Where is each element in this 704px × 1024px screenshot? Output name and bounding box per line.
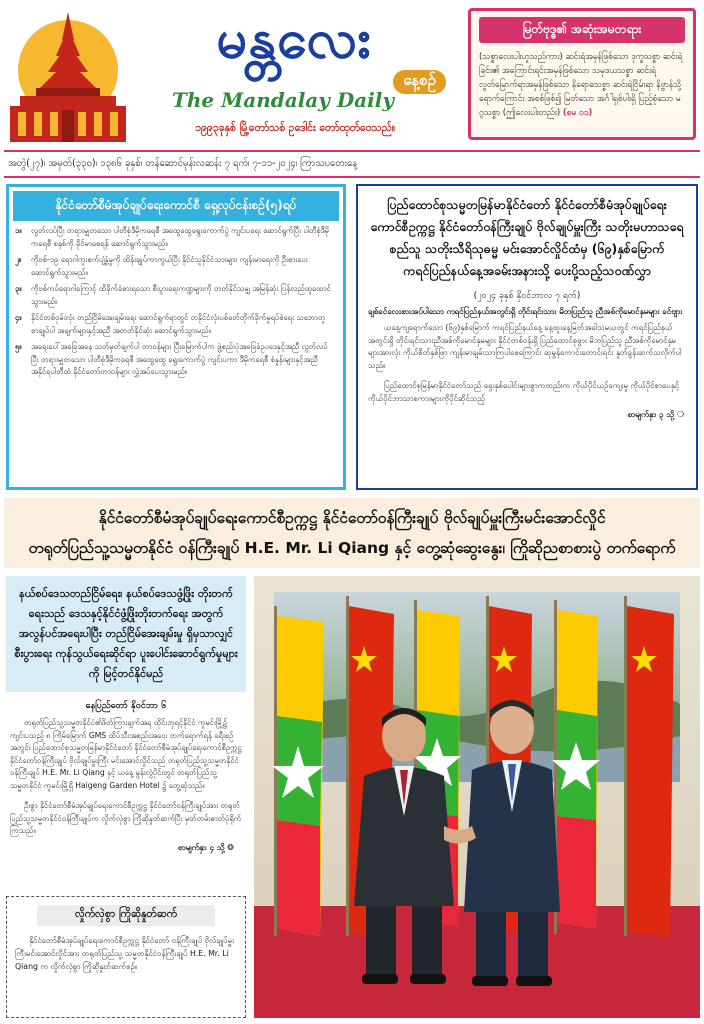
lead-story-subheadline: နယ်စပ်ဒေသတည်ငြိမ်ရေး၊ နယ်စပ်ဒေသဖွံ့ဖြိုး တိုးတက်ရေးသည် ဒေသနှင့်နိုင်ငံဖွံ့ဖြိုးတိုးတက်ရေး အတွက် အလွန်ပင်အရေးပါပြီး တည်ငြိမ်အေးချမ်းမှု ရှိမှသာလျှင် စီးပွားရေး ကုန်သွယ်ရေးဆိုင်ရာ ပူးပေါင်းဆောင်ရွက်မှုများကို မြင့်တင်နိုင်မည် — [6, 576, 246, 692]
programme-item — [15, 312, 335, 337]
message-date: (၂၀၂၄ ခုနှစ် နိုဝင်ဘာလ ၇ ရက်) — [473, 291, 581, 301]
edition-badge: နေ့စဉ် — [393, 70, 446, 94]
message-paragraph: ယနေ့ကျရောက်သော (၆၉)နှစ်မြောက် ကရင်ပြည်နယ်နေ့ နေ့ထူးနေ့မြတ်အခါသမယတွင် ကရင်ပြည်နယ်အတွင်းရှိ တိုင်းရင်းသားညီအစ်ကိုမောင်နှမများ နိုင်ငံတစ်ဝန်းရှိ ပြည်ထောင်စုဖွား မိဘပြည်သူ ညီအစ်ကိုမောင်နှမများအားလုံး ကိုယ်စိတ်နှစ်ဖြာ ကျန်းမာချမ်းသာကြပါစေကြောင်း ဆုမွန်ကောင်းတောင်းရင်း နှုတ်ခွန်းဆက်သလိုက်ပါသည်။ — [368, 323, 682, 370]
myanmar-flag — [552, 600, 600, 934]
continued-on-page-link[interactable]: စာမျက်နှာ ၄ သို့ ❂ — [177, 842, 234, 852]
programme-item — [15, 225, 335, 250]
lead-headline-line: တရုတ်ပြည်သူ့သမ္မတနိုင်ငံ ဝန်ကြီးချုပ် H.E. Mr. Li Qiang နှင့် တွေ့ဆုံဆွေးနွေး၊ ကြိုဆိုညစာစားပွဲ တက်ရောက် — [28, 539, 676, 557]
lead-headline-banner — [4, 498, 700, 568]
programme-number: ၅။ — [15, 342, 22, 351]
newspaper-tagline: ၁၉၉၃ခုနှစ် မြို့တော်သစ် ဥဒေါင်း တော်ထုတ်ဝေသည်။ — [194, 122, 396, 134]
newspaper-title-block — [136, 4, 452, 144]
continued-on-page-link[interactable]: စာမျက်နှာ ၃ သို့ ❍ — [627, 410, 684, 419]
programme-item — [15, 283, 335, 308]
myanmar-flag — [272, 606, 324, 936]
programme-text: ကိုဗစ်-၁၉ ရောဂါကူးစက်ပျံ့နှံ့မှုကို ထိန်းချုပ်ကာကွယ်ပြီး နိုင်ငံသူနိုင်ငံသားများ ကျန်းမာရေးကို ဦးစားပေး ဆောင်ရွက်သွားမည်။ — [31, 255, 308, 277]
message-article — [356, 184, 698, 490]
issue-dateline: အတွဲ(၂၇)၊ အမှတ်(၃၃၀)၊ ၁၃၈၆ ခုနှစ်၊ တန်ဆောင်မုန်းလဆန်း ၇ ရက်၊ ၇-၁၁-၂၀၂၄၊ ကြာသပတေးနေ့ — [4, 150, 700, 178]
lead-photo — [254, 576, 700, 1018]
programme-text: ကိုဗစ်ကပ်ရောဂါကြောင့် ထိခိုက်ခံစားရသော စီးပွားရေးကဏ္ဍများကို တတ်နိုင်သမျှ အမြန်ဆုံး ပြန်လည်ထူထောင်သွားမည်။ — [31, 284, 331, 306]
handshake-photo — [254, 576, 700, 1018]
dhamma-quote-body: (သစ္စာလေးပါးဟူသည်ကား) ဆင်းရဲအမှန်ဖြစ်သော ဒုက္ခသစ္စာ ဆင်းရဲခြင်း၏ အကြောင်းရင်းအမှန်ဖြစ်သော သမုဒယသစ္စာ ဆင်းရဲ လွတ်မြောက်ရာအမှန်ဖြစ်သော နိရောဓသစ္စာ ဆင်းရဲငြိမ်းရာ နိဗ္ဗာန်သို့ရောက်ကြောင်း အစစ်ဖြစ်၍ မြတ်သော အင်္ဂါရှစ်ပါးရှိ ပြည့်စုံသော မဂ္ဂသစ္စာ (ဤလေးပါးတည်း) — [479, 51, 683, 117]
lead-story-paragraph: ဦးစွာ နိုင်ငံတော်စီမံအုပ်ချုပ်ရေးကောင်စီဥက္ကဋ္ဌ နိုင်ငံတော်ဝန်ကြီးချုပ်အား တရုတ်ပြည်သူ့သမ္မတနိုင်ငံဝန်ကြီးချုပ်က လှိုက်လှဲစွာ ကြိုဆိုနှုတ်ဆက်ပြီး မှတ်တမ်းဓာတ်ပုံရိုက်ကြသည်။ — [10, 801, 242, 835]
masthead — [0, 0, 704, 152]
lead-story-column — [6, 576, 246, 892]
lead-story-dateline: နေပြည်တော် နိုဝင်ဘာ ၆ — [85, 701, 167, 711]
message-headline: ပြည်ထောင်စုသမ္မတမြန်မာနိုင်ငံတော် နိုင်ငံတော်စီမံအုပ်ချုပ်ရေး ကောင်စီဥက္ကဋ္ဌ နိုင်ငံတော်ဝန်ကြီးချုပ် ဗိုလ်ချုပ်မှူးကြီး သတိုးမဟာသရေစည်သူ သတိုးသီရိသုဓမ္မ မင်းအောင်လှိုင်ထံမှ (၆၉)နှစ်မြောက် ကရင်ပြည်နယ်နေ့အခမ်းအနားသို့ ပေးပို့သည့်သဝဏ်လွှာ — [370, 197, 684, 278]
programme-number: ၃။ — [15, 284, 22, 293]
palace-logo — [6, 6, 130, 146]
programmes-box — [6, 184, 346, 490]
programme-text: လွတ်လပ်ပြီး တရားမျှတသော ပါတီစုံဒီမိုကရေစီ အထွေထွေရွေးကောက်ပွဲ ကျင်းပရေး ဆောင်ရွက်ပြီး ပါတီစုံဒီမိုကရေစီ စနစ်ကို ခိုင်မာစေရန် ဆောင်ရွက်သွားမည်။ — [31, 226, 329, 248]
dhamma-quote-text — [471, 47, 693, 121]
programmes-heading: နိုင်ငံတော်စီမံအုပ်ချုပ်ရေးကောင်စီ ရှေ့လုပ်ငန်းစဉ်(၅)ရပ် — [13, 191, 339, 221]
china-flag — [624, 596, 674, 938]
newspaper-title: မန္တလေး — [216, 7, 372, 70]
programme-number: ၁။ — [15, 226, 22, 235]
programmes-list — [9, 225, 343, 379]
lead-story-paragraph: တရုတ်ပြည်သူ့သမ္မတနိုင်ငံ၏ဖိတ်ကြားချက်အရ ထိုင်းဘုရင့်နိုင်ငံ ကူမင်းမြို့၌ ကျင်းပသည့် ၈ ကြိမ်မြောက် GMS ထိပ်သီးအစည်းအဝေး တက်ရောက်ရန် ခရီးစဉ်အတွင်း ပြည်ထောင်စုသမ္မတမြန်မာနိုင်ငံတော် နိုင်ငံတော်စီမံအုပ်ချုပ်ရေးကောင်စီဥက္ကဋ္ဌ နိုင်ငံတော်ဝန်ကြီးချုပ် ဗိုလ်ချုပ်မှူးကြီး မင်းအောင်လှိုင်သည် တရုတ်ပြည်သူ့သမ္မတနိုင်ငံ ဝန်ကြီးချုပ် H.E. Mr. Li Qiang နှင့် ယနေ့ မွန်းလွဲပိုင်းတွင် တရုတ်ပြည်သူ့သမ္မတနိုင်ငံ ကူမင်းမြို့ရှိ Haigeng Garden Hotel ၌ တွေ့ဆုံသည်။ — [10, 718, 242, 790]
message-paragraph: ပြည်ထောင်စုမြန်မာနိုင်ငံတော်သည် ရှေးနှစ်ပေါင်းများစွာကတည်းက ကိုယ်ပိုင်ယဉ်ကျေးမှု ကိုယ်ပိုင်စာပေနှင့် ကိုယ်ပိုင်ဘာသာစကားများကိုပိုင်ဆိုင်သည့် — [368, 381, 680, 403]
lead-headline-line: နိုင်ငံတော်စီမံအုပ်ချုပ်ရေးကောင်စီဥက္ကဋ္ဌ နိုင်ငံတော်ဝန်ကြီးချုပ် ဗိုလ်ချုပ်မှူးကြီးမင်းအောင်လှိုင် — [98, 509, 606, 527]
photo-caption-text: နိုင်ငံတော်စီမံအုပ်ချုပ်ရေးကောင်စီဥက္ကဋ္ဌ နိုင်ငံတော် ဝန်ကြီးချုပ် ဗိုလ်ချုပ်မှူးကြီးမင်းအောင်လှိုင်အား တရုတ်ပြည်သူ့ သမ္မတနိုင်ငံဝန်ကြီးချုပ် H.E. Mr. Li Qiang က လှိုက်လှဲစွာ ကြိုဆိုနှုတ်ဆက်စဉ်။ — [15, 936, 235, 971]
programme-item — [15, 254, 335, 279]
dhamma-quote-box — [468, 8, 696, 140]
programme-item — [15, 341, 335, 379]
programme-number: ၂။ — [15, 255, 22, 264]
dhamma-quote-heading: မြတ်ဗုဒ္ဓ၏ အဆုံးအမတရား — [479, 17, 685, 43]
newspaper-title-english: The Mandalay Daily — [172, 88, 394, 112]
photo-caption-box — [6, 896, 246, 1018]
lead-headline — [4, 498, 700, 563]
programme-text: နိုင်ငံတစ်ဝှမ်းလုံး တည်ငြိမ်အေးချမ်းရေး ဆောင်ရွက်ရာတွင် တနိုင်ငံလုံးပစ်ခတ်တိုက်ခိုက်မှုရပ်စဲရေး သဘောတူစာချုပ်ပါ အချက်များနှင့်အညီ အတတ်နိုင်ဆုံး ဆောင်ရွက်သွားမည်။ — [31, 313, 326, 335]
programme-number: ၄။ — [15, 313, 22, 322]
message-salutation: ချစ်ခင်လေးစားအပ်ပါသော ကရင်ပြည်နယ်အတွင်းရှိ တိုင်းရင်းသား မိဘပြည်သူ ညီအစ်ကိုမောင်နှမများ ခင်ဗျား — [368, 307, 683, 316]
palace-icon — [6, 6, 130, 146]
photo-caption-heading: လှိုက်လှဲစွာ ကြိုဆိုနှုတ်ဆက် — [37, 905, 215, 926]
programme-text: အရေးပေါ်အခြေအနေ သတ်မှတ်ချက်ပါ တာဝန်များ ပြီးမြောက်ပါက ဖွဲ့စည်းပုံအခြေခံဥပဒေနှင့်အညီ လွတ်လပ်ပြီး တရားမျှတသော ပါတီစုံဒီမိုကရေစီ အထွေထွေ ရွေးကောက်ပွဲ ကျင်းပကာ ဒီမိုကရေစီ စံနှုန်းများနှင့်အညီ အနိုင်ရပါတီထံ နိုင်ငံတော်တာဝန်များ လွှဲအပ်ပေးသွားမည်။ — [31, 342, 328, 376]
dhamma-quote-code: (စမ ၀၁) — [562, 107, 593, 117]
